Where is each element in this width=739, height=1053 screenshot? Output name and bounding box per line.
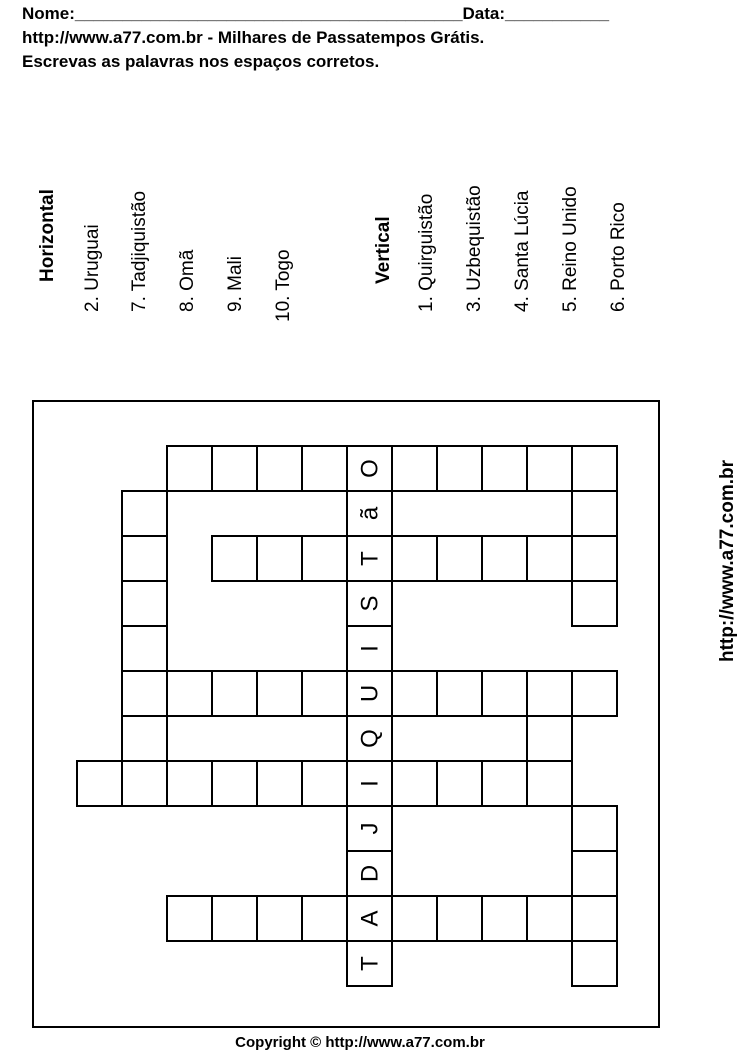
- blank-cell[interactable]: [122, 671, 167, 716]
- side-url: http://www.a77.com.br: [717, 460, 738, 662]
- vertical-clue: 6. Porto Rico: [608, 202, 629, 312]
- blank-cell[interactable]: [437, 536, 482, 581]
- grid-letter: Q: [356, 729, 384, 748]
- blank-cell[interactable]: [77, 761, 122, 806]
- blank-cell[interactable]: [167, 446, 212, 491]
- blank-cell[interactable]: [392, 761, 437, 806]
- blank-cell[interactable]: [482, 896, 527, 941]
- vertical-clue: 1. Quirguistão: [416, 193, 437, 312]
- blank-cell[interactable]: [482, 761, 527, 806]
- blank-cell[interactable]: [527, 716, 572, 761]
- blank-cell[interactable]: [572, 671, 617, 716]
- grid-letter: T: [356, 956, 384, 971]
- blank-cell[interactable]: [527, 671, 572, 716]
- blank-cell[interactable]: [257, 671, 302, 716]
- blank-cell[interactable]: [302, 896, 347, 941]
- blank-cell[interactable]: [122, 581, 167, 626]
- blank-cell[interactable]: [167, 896, 212, 941]
- name-date-line: Nome:_________________________________________Data:___________: [22, 4, 610, 23]
- horizontal-clue: 9. Mali: [225, 256, 246, 312]
- grid-letter: D: [356, 864, 384, 883]
- grid-letter: S: [356, 595, 384, 612]
- blank-cell[interactable]: [302, 671, 347, 716]
- blank-cell[interactable]: [572, 941, 617, 986]
- blank-cell[interactable]: [572, 446, 617, 491]
- grid-letter: I: [356, 780, 384, 787]
- blank-cell[interactable]: [572, 896, 617, 941]
- blank-cell[interactable]: [572, 851, 617, 896]
- blank-cell[interactable]: [527, 761, 572, 806]
- blank-cell[interactable]: [527, 896, 572, 941]
- blank-cell[interactable]: [212, 536, 257, 581]
- horizontal-heading: Horizontal: [37, 189, 58, 282]
- blank-cell[interactable]: [482, 446, 527, 491]
- blank-cell[interactable]: [392, 446, 437, 491]
- blank-cell[interactable]: [482, 671, 527, 716]
- blank-cell[interactable]: [302, 536, 347, 581]
- blank-cell[interactable]: [527, 536, 572, 581]
- grid-letter: U: [356, 684, 384, 703]
- blank-cell[interactable]: [257, 761, 302, 806]
- blank-cell[interactable]: [167, 761, 212, 806]
- blank-cell[interactable]: [122, 761, 167, 806]
- blank-cell[interactable]: [392, 536, 437, 581]
- blank-cell[interactable]: [482, 536, 527, 581]
- blank-cell[interactable]: [167, 671, 212, 716]
- grid-letter: T: [356, 551, 384, 566]
- vertical-clue: 4. Santa Lúcia: [512, 190, 533, 312]
- grid-letter: O: [356, 459, 384, 478]
- blank-cell[interactable]: [212, 446, 257, 491]
- copyright-footer: Copyright © http://www.a77.com.br: [235, 1034, 485, 1051]
- blank-cell[interactable]: [212, 761, 257, 806]
- blank-cell[interactable]: [122, 536, 167, 581]
- site-line: http://www.a77.com.br - Milhares de Passatempos Grátis.: [22, 28, 485, 47]
- vertical-heading: Vertical: [373, 216, 394, 284]
- horizontal-clue: 10. Togo: [273, 249, 294, 322]
- blank-cell[interactable]: [572, 581, 617, 626]
- blank-cell[interactable]: [392, 671, 437, 716]
- blank-cell[interactable]: [527, 446, 572, 491]
- blank-cell[interactable]: [392, 896, 437, 941]
- blank-cell[interactable]: [437, 896, 482, 941]
- blank-cell[interactable]: [257, 446, 302, 491]
- blank-cell[interactable]: [437, 761, 482, 806]
- horizontal-clue: 2. Uruguai: [82, 224, 103, 312]
- blank-cell[interactable]: [122, 716, 167, 761]
- vertical-clue: 5. Reino Unido: [560, 186, 581, 312]
- blank-cell[interactable]: [572, 806, 617, 851]
- blank-cell[interactable]: [572, 536, 617, 581]
- horizontal-clue: 8. Omã: [177, 249, 198, 312]
- blank-cell[interactable]: [212, 896, 257, 941]
- blank-cell[interactable]: [212, 671, 257, 716]
- blank-cell[interactable]: [437, 446, 482, 491]
- horizontal-clue: 7. Tadjiquistão: [129, 190, 150, 312]
- grid-letter: ã: [356, 506, 384, 521]
- vertical-clue: 3. Uzbequistão: [464, 185, 485, 312]
- blank-cell[interactable]: [302, 761, 347, 806]
- blank-cell[interactable]: [302, 446, 347, 491]
- instruction-line: Escrevas as palavras nos espaços corretos.: [22, 52, 380, 71]
- grid-letter: I: [356, 645, 384, 652]
- blank-cell[interactable]: [437, 671, 482, 716]
- blank-cell[interactable]: [257, 536, 302, 581]
- blank-cell[interactable]: [572, 491, 617, 536]
- grid-letter: A: [356, 910, 384, 927]
- grid-letter: J: [356, 822, 384, 835]
- blank-cell[interactable]: [257, 896, 302, 941]
- blank-cell[interactable]: [122, 626, 167, 671]
- blank-cell[interactable]: [122, 491, 167, 536]
